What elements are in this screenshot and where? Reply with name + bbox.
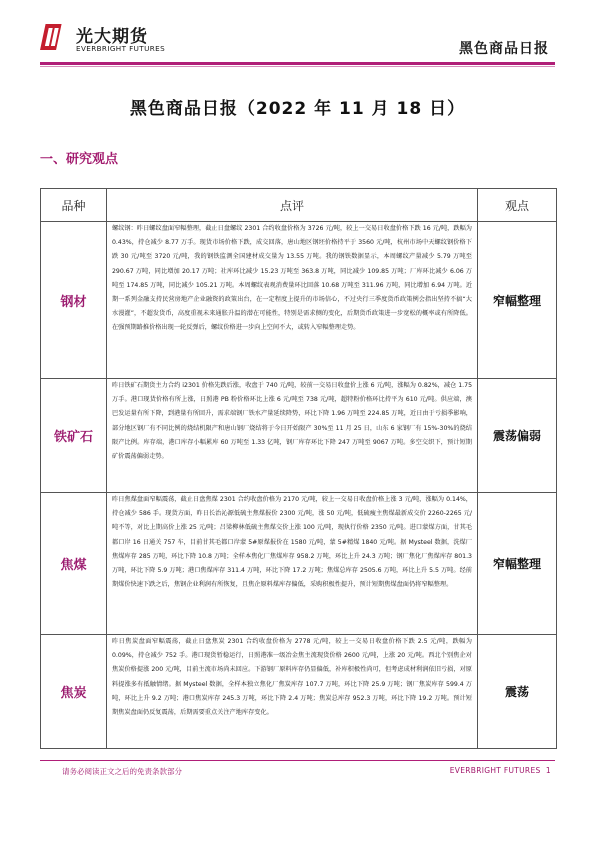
header-view: 观点 — [478, 189, 557, 222]
footer-brand: EVERBRIGHT FUTURES — [449, 766, 541, 775]
footer-disclaimer: 请务必阅读正文之后的免责条款部分 — [62, 767, 182, 776]
comment-cell: 昨日焦炭盘面窄幅震荡，截止日盘焦炭 2301 合约收盘价格为 2778 元/吨，较上一交易日收盘价格下跌 2.5 元/吨，跌幅为 0.09%，持仓减少 752 手。港口现货暂稳运行，日照港准一级冶金焦主流现货价格 2600 元/吨，上涨 20 元/吨。西北个别焦企对焦炭价格提涨 200 元/吨，目前主流市场尚未回应。下游钢厂原料库存仍显偏低，补库积极性尚可，但考虑成材利润依旧亏损，对原料提涨多有抵触情绪。据 Mysteel 数据，全样本独立焦化厂焦炭库存 107.7 万吨，环比下降 25.9 万吨；钢厂焦炭库存 599.4 万吨，环比上升 9.2 万吨；港口焦炭库存 245.3 万吨，环比下降 2.4 万吨；焦炭总库存 952.3 万吨，环比下降 19.2 万吨。预计短期焦炭盘面仍反复震荡，后期需要重点关注产地库存变化。 — [107, 635, 478, 749]
header-comment: 点评 — [107, 189, 478, 222]
footer-brand-page — [450, 766, 551, 775]
product-cell: 铁矿石 — [41, 379, 107, 493]
table-row — [41, 493, 557, 635]
product-cell: 钢材 — [41, 222, 107, 379]
page-number: 1 — [545, 766, 551, 775]
brand-name-en: EVERBRIGHT FUTURES — [76, 44, 166, 53]
section-title: 一、研究观点 — [40, 152, 119, 167]
comment-cell: 昨日焦煤盘面窄幅震荡，截止日盘焦煤 2301 合约收盘价格为 2170 元/吨，较上一交易日收盘价格上涨 3 元/吨，涨幅为 0.14%，持仓减少 586 手。现货方面，昨日长治沁源低硫主焦煤报价 2300 元/吨，涨 50 元/吨，低硫瘦主焦煤最新成交价 2260-2265 元/吨不等，对比上期高价上涨 25 元/吨；吕梁柳林低硫主焦煤交价上涨 100 元/吨，现执行价格 2350 元/吨。进口蒙煤方面，甘其毛都口岸 16 日通关 757 车，目前甘其毛都口岸蒙 5#原煤报价在 1580 元/吨，蒙 5#精煤 1840 元/吨。据 Mysteel 数据，洗煤厂焦煤库存 285 万吨，环比下降 10.8 万吨；全样本焦化厂焦煤库存 958.2 万吨，环比上升 24.3 万吨；钢厂焦化厂焦煤库存 801.3 万吨，环比下降 5.9 万吨；港口焦煤库存 311.4 万吨，环比下降 17.2 万吨；焦煤总库存 2505.6 万吨，环比上升 5.5 万吨。经前期煤价快速下跌之后，焦钢企业利润有所恢复，且焦企原料煤库存偏低，采购积极性提升，预计短期焦煤盘面仍将窄幅整理。 — [107, 493, 478, 635]
table-row — [41, 222, 557, 379]
header-product: 品种 — [41, 189, 107, 222]
header-divider — [40, 62, 555, 65]
view-cell: 窄幅整理 — [478, 222, 557, 379]
footer-divider — [40, 760, 555, 761]
table-header-row — [41, 189, 557, 222]
table-row — [41, 635, 557, 749]
everbright-logo-icon — [40, 22, 68, 52]
comment-cell: 昨日铁矿石期货主力合约 i2301 价格先跌后涨，收盘于 740 元/吨，较前一交易日收盘价上涨 6 元/吨，涨幅为 0.82%，减仓 1.75 万手。港口现货价格有所上涨，日照港 PB 粉价格环比上涨 6 元/吨至 738 元/吨，超特粉价格环比持平为 610 元/吨。供应端，澳巴发运量有所下降，到港量有所回升，需求端钢厂铁水产量延续降势，环比下降 1.96 万吨至 224.85 万吨，近日由于亏损季影响，部分地区钢厂有不同比例的烧结机限产和唐山钢厂烧结将于今日开始限产 30%至 11 月 25 日，山东 6 家钢厂有 15%-30%的烧结限产比例。库存端，港口库存小幅累库 60 万吨至 1.33 亿吨，钢厂库存环比下降 247 万吨至 9067 万吨。多空交织下，预计短期矿价震荡偏弱走势。 — [107, 379, 478, 493]
page-header — [0, 0, 595, 72]
header-divider-thin — [40, 66, 555, 67]
brand-name-cn: 光大期货 — [76, 27, 148, 47]
comment-cell: 螺纹钢：昨日螺纹盘面窄幅整理，截止日盘螺纹 2301 合约收盘价格为 3726 元/吨，较上一交易日收盘价格下跌 16 元/吨，跌幅为 0.43%，持仓减少 8.77 万手。现货市场价格下跌，成交回落，唐山地区钢坯价格持平于 3560 元/吨，杭州市场中天螺纹钢价格下跌 30 元/吨至 3720 元/吨，我的钢铁监测全国建材成交量为 13.55 万吨。我的钢铁数据显示，本周螺纹产量减少 5.79 万吨至 290.67 万吨，同比增加 20.17 万吨；社库环比减少 15.23 万吨至 363.8 万吨，同比减少 109.85 万吨；厂库环比减少 6.06 万吨至 174.85 万吨，同比减少 105.21 万吨。本周螺纹表观消费量环比回落 10.68 万吨至 311.96 万吨，同比增加 6.94 万吨。近期一系列金融支持民营房地产企业融资的政策出台，在一定程度上提升的市场信心，不过央行三季度货币政策例会指出坚持不搞“大水漫灌”，不超发货币，高度重视未来通胀升温的潜在可能性，特别是需求侧的变化，后期货币政策进一步宽松的概率或有所降低。在强预期路推价格出现一轮反弹后，螺纹价格进一步向上空间不大，或转入窄幅整理走势。 — [107, 222, 478, 379]
view-cell: 震荡偏弱 — [478, 379, 557, 493]
view-cell: 震荡 — [478, 635, 557, 749]
document-title: 黑色商品日报（2022 年 11 月 18 日） — [129, 99, 466, 119]
report-series-title: 黑色商品日报 — [459, 41, 549, 57]
product-cell: 焦煤 — [41, 493, 107, 635]
research-view-table — [40, 188, 557, 749]
table-row — [41, 379, 557, 493]
view-cell: 窄幅整理 — [478, 493, 557, 635]
product-cell: 焦炭 — [41, 635, 107, 749]
